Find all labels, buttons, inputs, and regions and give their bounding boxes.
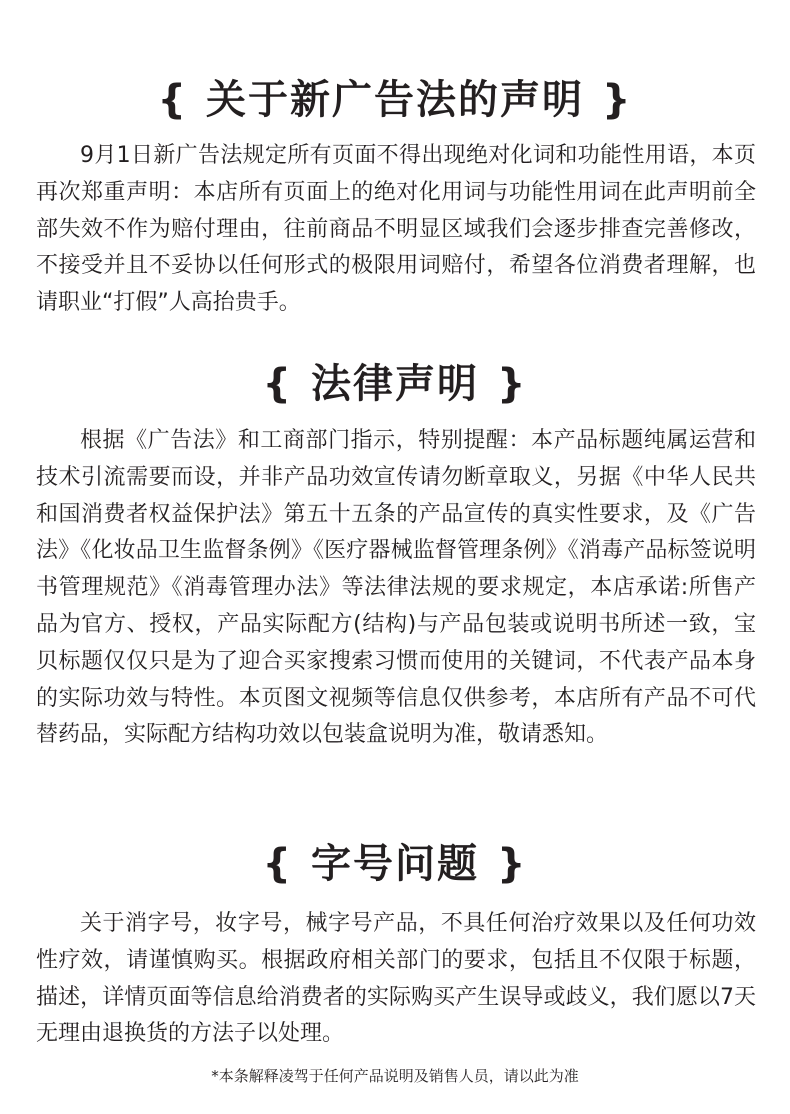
- section-title-legal: 法律声明: [311, 361, 479, 407]
- left-brace: {: [157, 77, 188, 123]
- section-body-legal: 根据《广告法》和工商部门指示，特别提醒：本产品标题纯属运营和技术引流需要而设，并非产品功效宣传请勿断章取义，另据《中华人民共和国消费者权益保护法》第五十五条的产品宣传的真实性要求，及《广告法》《化妆品卫生监督条例》《医疗器械监督管理条例》《消毒产品标签说明书管理规范》《消毒管理办法》等法律法规的要求规定，本店承诺:所售产品为官方、授权，产品实际配方(结构)与产品包装或说明书所述一致，宝贝标题仅仅只是为了迎合买家搜索习惯而使用的关键词，不代表产品本身的实际功效与特性。本页图文视频等信息仅供参考，本店所有产品不可代替药品，实际配方结构功效以包装盒说明为准，敬请悉知。: [36, 428, 756, 748]
- footnote: *本条解释凌驾于任何产品说明及销售人员，请以此为准: [211, 1067, 579, 1085]
- section-heading-license-number: [0, 838, 790, 890]
- section-title-license-number: 字号问题: [311, 841, 479, 887]
- section-heading-ad-law: [0, 74, 790, 126]
- section-body-ad-law: 9月1日新广告法规定所有页面不得出现绝对化词和功能性用语，本页再次郑重声明：本店所有页面上的绝对化用词与功能性用词在此声明前全部失效不作为赔付理由，往前商品不明显区域我们会逐步排查完善修改，不接受并且不妥协以任何形式的极限用词赔付，希望各位消费者理解，也请职业“打假”人高抬贵手。: [36, 143, 756, 316]
- section-heading-legal: [0, 358, 790, 410]
- section-body-license-number: 关于消字号，妆字号，械字号产品，不具任何治疗效果以及任何功效性疗效，请谨慎购买。根据政府相关部门的要求，包括且不仅限于标题，描述，详情页面等信息给消费者的实际购买产生误导或歧义，我们愿以7天无理由退换货的方法子以处理。: [36, 911, 756, 1047]
- right-brace: }: [497, 841, 528, 887]
- right-brace: }: [602, 77, 633, 123]
- left-brace: {: [262, 841, 293, 887]
- section-title-ad-law: 关于新广告法的声明: [206, 77, 584, 123]
- right-brace: }: [497, 361, 528, 407]
- left-brace: {: [262, 361, 293, 407]
